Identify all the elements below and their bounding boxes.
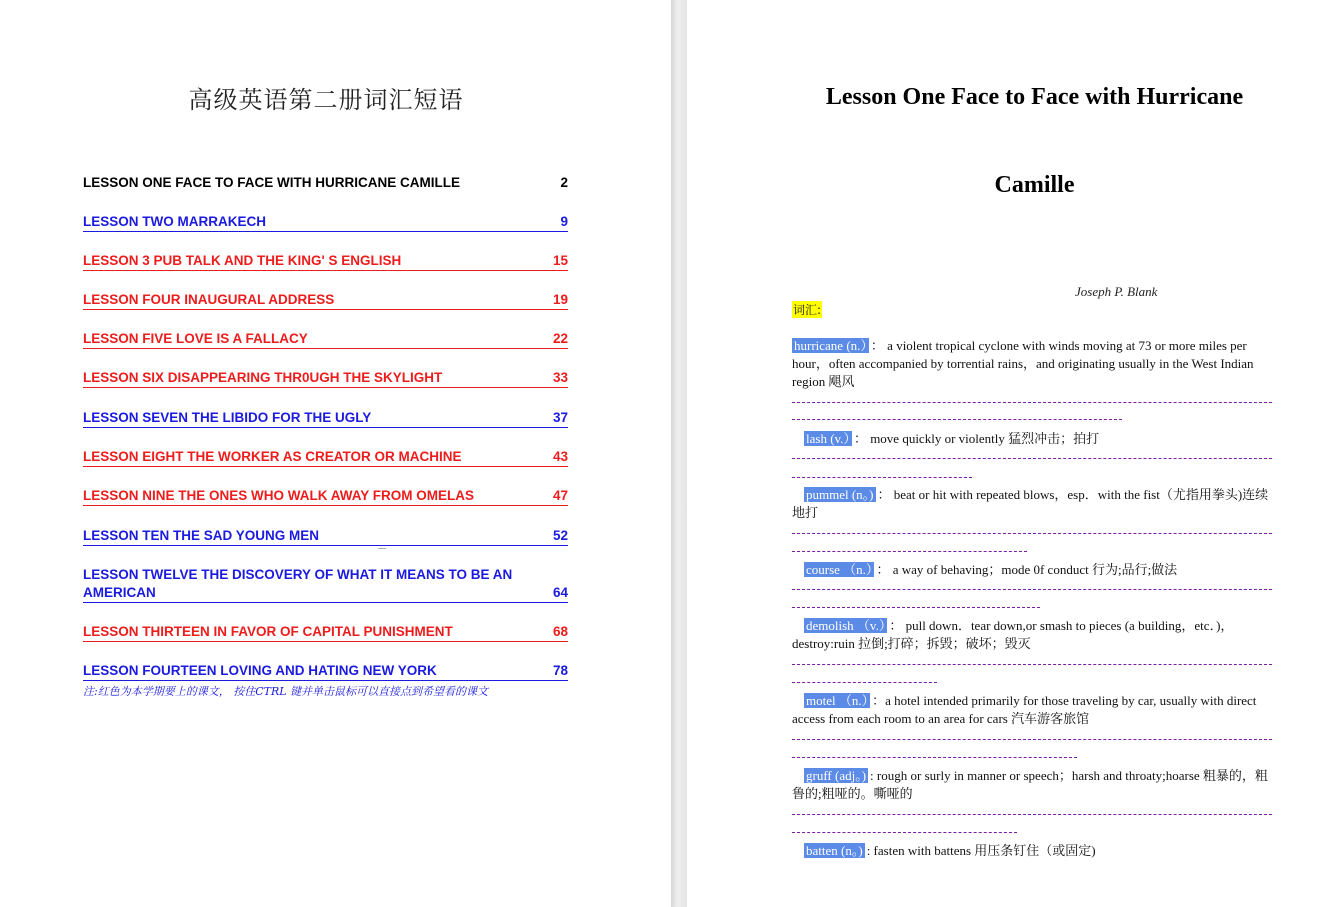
toc-entry-page: 52 (552, 528, 568, 543)
vocab-definition: ： a violent tropical cyclone with winds moving at 73 or more miles per hour，often accompanied by torrential rains，and originating usually in the West Indian region 飓风 (792, 338, 1254, 389)
toc-entry-page: 68 (552, 624, 568, 639)
stray-mark (378, 548, 386, 549)
toc-entry-label: LESSON EIGHT THE WORKER AS CREATOR OR MACHINE (83, 449, 462, 464)
toc-entry-lesson-10[interactable] (83, 527, 568, 546)
vocab-entry (792, 692, 1276, 728)
toc-entry-lesson-1[interactable] (83, 174, 568, 192)
toc-entry-label: LESSON TWO MARRAKECH (83, 214, 266, 229)
toc-entry-page: 22 (552, 331, 568, 346)
separator-line (792, 814, 1272, 816)
separator-line (792, 458, 1272, 460)
toc-entry-page: 2 (560, 175, 568, 190)
vocab-definition: ： move quickly or violently 猛烈冲击；拍打 (853, 431, 1100, 446)
toc-entry-page: 47 (552, 488, 568, 503)
vocab-label: 词汇: (793, 303, 822, 317)
vocab-term[interactable]: hurricane (n.） (794, 338, 867, 353)
vocab-entry (792, 767, 1276, 803)
vocab-entry (792, 842, 1276, 860)
separator-line (792, 477, 972, 479)
toc-note: 注:红色为本学期要上的课文， 按住CTRL 键并单击鼠标可以直接点到希望看的课文 (83, 685, 489, 698)
separator-line (792, 832, 1017, 834)
vocab-definition: ： pull down．tear down,or smash to pieces (a building，etc．)，destroy:ruin 拉倒;打碎；拆毁；破坏；毁灭 (792, 618, 1234, 651)
vocab-term[interactable]: batten (n。) (806, 843, 863, 858)
toc-entry-lesson-14[interactable] (83, 662, 568, 681)
lesson-page (687, 0, 1329, 907)
separator-line (792, 607, 1040, 609)
page-gutter (671, 0, 687, 907)
separator-line (792, 551, 1027, 553)
separator-line (792, 402, 1272, 404)
toc-entry-page: 19 (552, 292, 568, 307)
lesson-title-line-1: Lesson One Face to Face with Hurricane (825, 84, 1244, 110)
vocab-term[interactable]: motel （n.） (806, 693, 869, 708)
toc-entry-label: LESSON NINE THE ONES WHO WALK AWAY FROM OMELAS (83, 488, 475, 503)
toc-entry-label: LESSON FOUR INAUGURAL ADDRESS (83, 292, 335, 307)
toc-entry-page: 37 (552, 410, 568, 425)
vocab-entry (792, 337, 1276, 391)
vocab-entry (792, 617, 1276, 653)
vocab-entry (792, 486, 1276, 522)
toc-entry-lesson-5[interactable] (83, 330, 568, 349)
toc-entry-lesson-3[interactable] (83, 252, 568, 271)
author-name: Joseph P. Blank (1075, 284, 1158, 299)
separator-line (792, 419, 1122, 421)
toc-entry-lesson-7[interactable] (83, 409, 568, 428)
toc-entry-label: LESSON SIX DISAPPEARING THR0UGH THE SKYLIGHT (83, 370, 443, 385)
vocab-definition: ：a hotel intended primarily for those traveling by car, usually with direct access from each room to an area for cars 汽车游客旅馆 (792, 693, 1257, 726)
toc-entry-page: 33 (552, 370, 568, 385)
toc-entry-label: LESSON TEN THE SAD YOUNG MEN (83, 528, 320, 543)
toc-entry-label: LESSON FIVE LOVE IS A FALLACY (83, 331, 308, 346)
vocab-term[interactable]: pummel (n。) (806, 487, 874, 502)
vocab-term[interactable]: gruff (adj。) (806, 768, 867, 783)
toc-entry-label: LESSON 3 PUB TALK AND THE KING' S ENGLISH (83, 253, 402, 268)
vocab-term[interactable]: lash (v.） (806, 431, 850, 446)
toc-entry-page: 64 (552, 585, 568, 600)
toc-entry-lesson-6[interactable] (83, 369, 568, 388)
vocab-entry (792, 430, 1276, 448)
toc-entry-page: 9 (560, 214, 568, 229)
separator-line (792, 682, 937, 684)
toc-title: 高级英语第二册词汇短语 (188, 86, 464, 114)
lesson-title-line-2: Camille (994, 172, 1075, 198)
vocab-term[interactable]: course （n.） (806, 562, 873, 577)
toc-entry-label: LESSON TWELVE THE DISCOVERY OF WHAT IT MEANS TO BE AN AMERICAN (83, 567, 513, 600)
separator-line (792, 664, 1272, 666)
vocab-definition: : rough or surly in manner or speech；harsh and throaty;hoarse 粗暴的，粗鲁的;粗哑的。嘶哑的 (792, 768, 1268, 801)
toc-entry-lesson-13[interactable] (83, 623, 568, 642)
toc-entry-label: LESSON SEVEN THE LIBIDO FOR THE UGLY (83, 410, 372, 425)
vocab-definition: : fasten with battens 用压条钉住（或固定) (866, 843, 1096, 858)
separator-line (792, 757, 1077, 759)
separator-line (792, 533, 1272, 535)
separator-line (792, 589, 1272, 591)
toc-entry-page: 43 (552, 449, 568, 464)
toc-entry-page: 78 (552, 663, 568, 678)
toc-entry-label: LESSON THIRTEEN IN FAVOR OF CAPITAL PUNISHMENT (83, 624, 453, 639)
vocab-term[interactable]: demolish （v.） (806, 618, 886, 633)
toc-entry-label: LESSON ONE FACE TO FACE WITH HURRICANE CAMILLE (83, 175, 461, 190)
toc-entry-lesson-12[interactable] (83, 566, 568, 603)
toc-entry-label: LESSON FOURTEEN LOVING AND HATING NEW YORK (83, 663, 437, 678)
vocab-definition: ： beat or hit with repeated blows，esp．with the fist（尤指用拳头)连续地打 (792, 487, 1269, 520)
vocab-definition: ： a way of behaving；mode 0f conduct 行为;品行;做法 (876, 562, 1178, 577)
toc-entry-lesson-8[interactable] (83, 448, 568, 467)
vocab-entry (792, 561, 1276, 579)
toc-entry-page: 15 (552, 253, 568, 268)
toc-entry-lesson-4[interactable] (83, 291, 568, 310)
separator-line (792, 739, 1272, 741)
toc-entry-lesson-9[interactable] (83, 487, 568, 506)
toc-entry-lesson-2[interactable] (83, 213, 568, 232)
